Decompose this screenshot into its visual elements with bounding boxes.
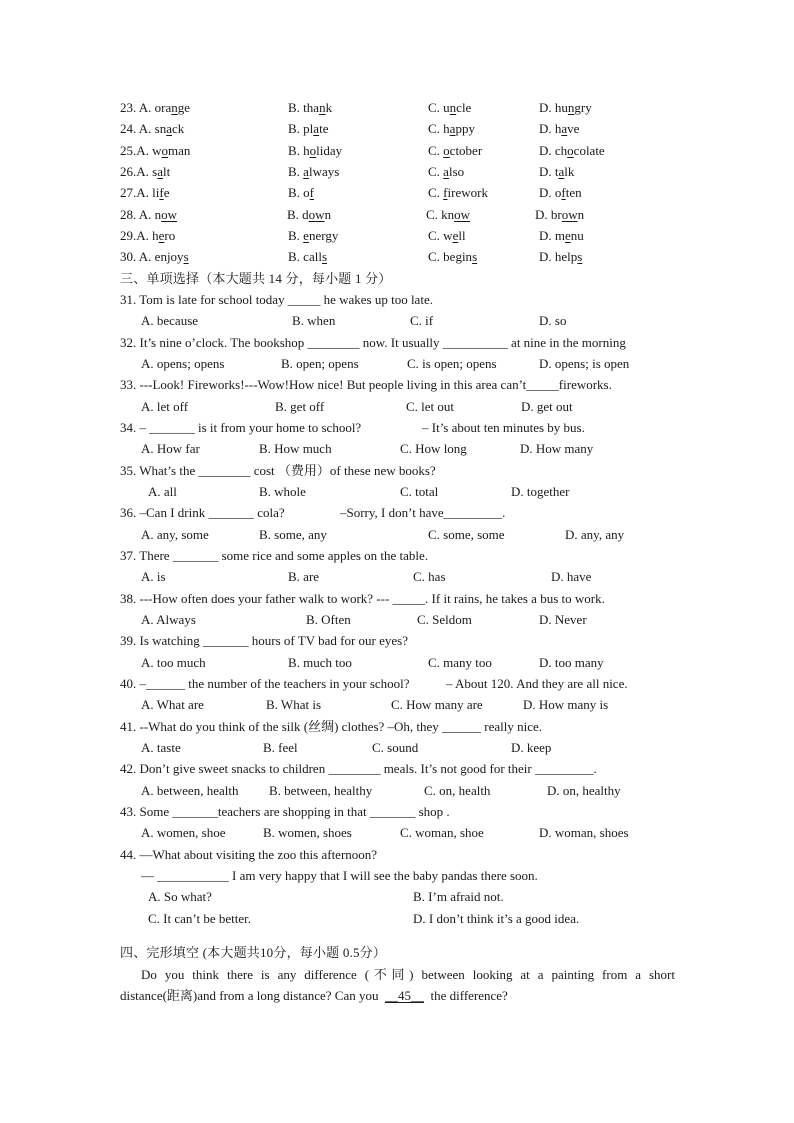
question-options	[0, 889, 794, 905]
option	[428, 164, 464, 180]
phonics-row	[0, 228, 794, 244]
question-stem	[0, 505, 794, 521]
passage-line	[0, 967, 794, 983]
option-d: D. have	[551, 569, 592, 584]
option	[535, 207, 584, 223]
question-stem	[0, 292, 794, 308]
option	[428, 121, 475, 137]
question-stem	[0, 719, 794, 735]
option-label: D.	[539, 121, 552, 136]
option-c: C. if	[410, 313, 434, 328]
word-part: lk	[564, 164, 575, 179]
option-b: B. get off	[275, 399, 325, 414]
option	[120, 207, 177, 223]
option-a: A. Always	[141, 612, 196, 627]
underlined-letters: a	[157, 164, 163, 179]
question-stem	[0, 420, 794, 436]
passage-line-2	[120, 988, 508, 1004]
word-part: gry	[574, 100, 592, 115]
word-part: h	[152, 228, 159, 243]
option-a: A. any, some	[141, 527, 209, 542]
option-a: A. is	[141, 569, 166, 584]
option-c: C. It can’t be better.	[148, 911, 252, 926]
option-label: D.	[539, 100, 552, 115]
word-part: s	[152, 164, 158, 179]
option-label: B.	[288, 249, 300, 264]
word-part: m	[554, 228, 566, 243]
option	[288, 164, 339, 180]
option-label: D.	[539, 143, 552, 158]
option-label: 25.A.	[120, 143, 149, 158]
option-c: C. many too	[428, 655, 492, 670]
option	[428, 228, 466, 244]
question-text: 43. Some _______teachers are shopping in that _______ shop .	[120, 804, 450, 819]
option-a: A. What are	[141, 697, 204, 712]
question-options	[0, 484, 794, 500]
option-label: C.	[428, 121, 440, 136]
question-options	[0, 527, 794, 543]
word-part: lso	[448, 164, 465, 179]
option-a: A. opens; opens	[141, 356, 225, 371]
phonics-row	[0, 207, 794, 223]
option	[428, 100, 471, 116]
option	[428, 143, 482, 159]
underlined-letters: o	[161, 143, 169, 158]
option	[428, 185, 488, 201]
question-options	[0, 911, 794, 927]
passage-text: the difference?	[430, 988, 508, 1003]
phonics-row	[0, 164, 794, 180]
question-stem	[0, 761, 794, 777]
underlined-letters: a	[166, 121, 173, 136]
option	[120, 164, 170, 180]
underlined-letters: s	[321, 249, 327, 264]
option-label: C.	[428, 228, 440, 243]
option	[288, 121, 328, 137]
option	[426, 207, 470, 223]
option	[539, 121, 579, 137]
word-part: kn	[441, 207, 455, 222]
option-b: B. I’m afraid not.	[413, 889, 504, 904]
option-label: B.	[288, 100, 300, 115]
option-a: A. taste	[141, 740, 181, 755]
option	[539, 143, 605, 159]
underlined-letters: n	[449, 100, 457, 115]
word-part: nu	[570, 228, 584, 243]
option	[120, 143, 190, 159]
word-part: e	[163, 185, 170, 200]
word-part: o	[554, 185, 562, 200]
word-part: ppy	[455, 121, 475, 136]
option	[120, 249, 189, 265]
underlined-letters: f	[561, 185, 566, 200]
question-text: 40. –______ the number of the teachers in your school?	[120, 676, 410, 691]
section-3-title: 三、单项选择（本大题共 14 分，每小题 1 分）	[120, 271, 392, 286]
option-d: D. together	[511, 484, 570, 499]
word-part: ge	[177, 100, 191, 115]
option	[288, 185, 314, 201]
option-d: D. Never	[539, 612, 587, 627]
option-label: B.	[288, 185, 300, 200]
underlined-letters: s	[183, 249, 189, 264]
option-b: B. Often	[306, 612, 351, 627]
word-part: man	[168, 143, 191, 158]
option-d: D. so	[539, 313, 567, 328]
word-part: n	[324, 207, 332, 222]
question-options	[0, 825, 794, 841]
option	[288, 249, 327, 265]
option-label: 26.A.	[120, 164, 149, 179]
question-options	[0, 612, 794, 628]
underlined-letters: o	[443, 143, 450, 158]
question-options	[0, 740, 794, 756]
underlined-letters: a	[558, 164, 565, 179]
underlined-letters: ow	[454, 207, 471, 222]
word-part: h	[443, 121, 450, 136]
question-text: 34. – _______ is it from your home to school?	[120, 420, 362, 435]
word-part: tha	[303, 100, 320, 115]
question-stem	[0, 633, 794, 649]
option-label: 29.A.	[120, 228, 149, 243]
option-a: A. So what?	[148, 889, 212, 904]
option-d: D. opens; is open	[539, 356, 630, 371]
question-stem	[0, 676, 794, 692]
underlined-letters: o	[309, 143, 317, 158]
question-options	[0, 783, 794, 799]
option	[539, 228, 584, 244]
word-part: te	[319, 121, 329, 136]
underlined-letters: a	[449, 121, 456, 136]
option-c: C. on, health	[424, 783, 491, 798]
word-part: ve	[567, 121, 580, 136]
underlined-letters: ow	[308, 207, 325, 222]
word-part: hu	[554, 100, 568, 115]
word-part: irework	[447, 185, 488, 200]
option-label: C.	[428, 100, 440, 115]
word-part: br	[550, 207, 562, 222]
phonics-row	[0, 143, 794, 159]
word-part: enjoy	[154, 249, 184, 264]
option-d: D. get out	[521, 399, 573, 414]
option	[539, 249, 582, 265]
word-part: n	[577, 207, 585, 222]
option-b: B. feel	[263, 740, 298, 755]
word-part: h	[303, 143, 310, 158]
option-label: 27.A.	[120, 185, 149, 200]
option-d: D. on, healthy	[547, 783, 621, 798]
option-c: C. has	[413, 569, 446, 584]
question-text: 44. —What about visiting the zoo this afternoon?	[120, 847, 378, 862]
option-b: B. What is	[266, 697, 322, 712]
option-a: A. let off	[141, 399, 189, 414]
underlined-letters: f	[443, 185, 448, 200]
option-label: C.	[428, 164, 440, 179]
underlined-letters: o	[567, 143, 574, 158]
option-a: A. How far	[141, 441, 200, 456]
option	[539, 100, 592, 116]
option-d: D. I don’t think it’s a good idea.	[413, 911, 580, 926]
question-stem	[0, 804, 794, 820]
option-a: A. between, health	[141, 783, 239, 798]
word-part: begin	[443, 249, 473, 264]
word-part: ll	[458, 228, 466, 243]
underlined-letters: e	[452, 228, 459, 243]
option-b: B. when	[292, 313, 336, 328]
word-part: ctober	[449, 143, 483, 158]
question-options	[0, 399, 794, 415]
option-a: A. women, shoe	[141, 825, 226, 840]
underlined-letters: a	[313, 121, 320, 136]
question-stem	[0, 463, 794, 479]
question-options	[0, 697, 794, 713]
option	[288, 143, 342, 159]
option-b: B. open; opens	[281, 356, 359, 371]
word-part: ck	[172, 121, 185, 136]
question-text: 42. Don’t give sweet snacks to children ________ meals. It’s not good for their _________.	[120, 761, 597, 776]
question-options	[0, 441, 794, 457]
question-text: 32. It’s nine o’clock. The bookshop ________ now. It usually __________ at nine in the morning	[120, 335, 626, 350]
option-d: D. How many is	[523, 697, 609, 712]
option	[428, 249, 477, 265]
option-c: C. is open; opens	[407, 356, 497, 371]
question-options	[0, 356, 794, 372]
option	[120, 228, 175, 244]
word-part: pl	[303, 121, 314, 136]
underlined-letters: f	[159, 185, 164, 200]
option-c: C. total	[400, 484, 439, 499]
option-c: C. How many are	[391, 697, 483, 712]
question-text: 33. ---Look! Fireworks!---Wow!How nice! But people living in this area can’t_____fireworks.	[120, 377, 612, 392]
underlined-letters: ow	[561, 207, 578, 222]
option	[287, 207, 331, 223]
section-4-title: 四、完形填空 (本大题共10分，每小题 0.5分）	[120, 945, 387, 960]
section-heading	[0, 271, 794, 287]
question-options	[0, 655, 794, 671]
option-b: B. whole	[259, 484, 306, 499]
option-c: C. let out	[406, 399, 455, 414]
option	[120, 185, 170, 201]
question-stem	[0, 377, 794, 393]
word-part: cle	[456, 100, 472, 115]
option-label: C.	[428, 249, 440, 264]
word-part: o	[303, 185, 310, 200]
option-c: C. some, some	[428, 527, 505, 542]
option-label: D.	[539, 228, 552, 243]
option-c: C. Seldom	[417, 612, 472, 627]
word-part: d	[302, 207, 309, 222]
underlined-letters: a	[443, 164, 449, 179]
phonics-row	[0, 185, 794, 201]
option-b: B. much too	[288, 655, 352, 670]
option-c: C. woman, shoe	[400, 825, 484, 840]
question-text: 41. --What do you think of the silk (丝绸) clothes? –Oh, they ______ really nice.	[120, 719, 543, 734]
option-d: D. woman, shoes	[539, 825, 629, 840]
underlined-letters: a	[561, 121, 568, 136]
question-reply: — ___________ I am very happy that I will see the baby pandas there soon.	[141, 868, 538, 883]
option-label: B.	[288, 164, 300, 179]
question-stem	[0, 335, 794, 351]
question-options	[0, 313, 794, 329]
word-part: ch	[554, 143, 568, 158]
word-part: w	[443, 228, 453, 243]
passage-line	[0, 988, 794, 1004]
underlined-letters: e	[158, 228, 165, 243]
underlined-letters: e	[303, 228, 309, 243]
option-label: 23. A.	[120, 100, 152, 115]
word-part: h	[554, 121, 562, 136]
passage-text: distance(距离)and from a long distance? Can you	[120, 988, 379, 1003]
option-label: D.	[539, 249, 552, 264]
underlined-letters: n	[319, 100, 326, 115]
option-label: C.	[428, 143, 440, 158]
option-c: C. How long	[400, 441, 467, 456]
word-part: t	[554, 164, 559, 179]
question-options	[0, 569, 794, 585]
blank-45: __45__	[384, 988, 424, 1003]
question-text: 39. Is watching _______ hours of TV bad for our eyes?	[120, 633, 408, 648]
option	[539, 185, 582, 201]
underlined-letters: n	[171, 100, 178, 115]
word-part: help	[554, 249, 578, 264]
word-part: ro	[164, 228, 176, 243]
word-part: ten	[565, 185, 582, 200]
section-heading	[0, 945, 794, 961]
option	[120, 100, 190, 116]
underlined-letters: a	[303, 164, 309, 179]
question-text: 35. What’s the ________ cost （费用）of these new books?	[120, 463, 436, 478]
question-stem	[0, 591, 794, 607]
option-c: C. sound	[372, 740, 419, 755]
option-label: B.	[288, 228, 300, 243]
word-part: w	[152, 143, 162, 158]
option-label: B.	[288, 121, 300, 136]
word-part: nergy	[308, 228, 339, 243]
word-part: ora	[154, 100, 172, 115]
word-part: liday	[316, 143, 343, 158]
word-part: sn	[154, 121, 167, 136]
option-a: A. all	[148, 484, 177, 499]
option-label: D.	[535, 207, 548, 222]
phonics-row	[0, 249, 794, 265]
option-label: 24. A.	[120, 121, 152, 136]
option-label: B.	[287, 207, 299, 222]
option-a: A. too much	[141, 655, 206, 670]
option-label: B.	[288, 143, 300, 158]
option	[288, 228, 338, 244]
option-label: 30. A.	[120, 249, 152, 264]
word-part: call	[303, 249, 322, 264]
option-label: D.	[539, 164, 552, 179]
word-part: lt	[162, 164, 171, 179]
option-b: B. are	[288, 569, 320, 584]
word-part: lways	[308, 164, 340, 179]
option-label: C.	[426, 207, 438, 222]
word-part: u	[443, 100, 450, 115]
word-part: n	[154, 207, 162, 222]
option	[539, 164, 574, 180]
option-b: B. between, healthy	[269, 783, 373, 798]
option-a: A. because	[141, 313, 199, 328]
question-text: 31. Tom is late for school today _____ he wakes up too late.	[120, 292, 433, 307]
option-d: D. How many	[520, 441, 594, 456]
phonics-row	[0, 100, 794, 116]
underlined-letters: s	[472, 249, 478, 264]
underlined-letters: s	[577, 249, 583, 264]
option-d: D. too many	[539, 655, 604, 670]
option-b: B. How much	[259, 441, 332, 456]
underlined-letters: e	[565, 228, 571, 243]
question-stem	[0, 847, 794, 863]
phonics-row	[0, 121, 794, 137]
underlined-letters: f	[309, 185, 315, 200]
option-label: 28. A.	[120, 207, 152, 222]
option-d: D. any, any	[565, 527, 625, 542]
option-b: B. some, any	[259, 527, 327, 542]
passage-text: Do you think there is any difference (不同) between looking at a painting from a short	[141, 967, 675, 982]
option	[120, 121, 184, 137]
option-b: B. women, shoes	[263, 825, 352, 840]
option-label: C.	[428, 185, 440, 200]
underlined-letters: n	[567, 100, 575, 115]
question-text: 36. –Can I drink _______ cola?	[120, 505, 285, 520]
question-reply-line	[0, 868, 794, 884]
question-text: 38. ---How often does your father walk to work? --- _____. If it rains, he takes a bus to work.	[120, 591, 605, 606]
word-part: k	[325, 100, 333, 115]
question-text: 37. There _______ some rice and some apples on the table.	[120, 548, 429, 563]
question-stem	[0, 548, 794, 564]
word-part: li	[152, 185, 160, 200]
question-reply: – About 120. And they are all nice.	[446, 676, 628, 691]
option-d: D. keep	[511, 740, 552, 755]
underlined-letters: ow	[161, 207, 178, 222]
option	[288, 100, 332, 116]
option-label: D.	[539, 185, 552, 200]
question-reply: –Sorry, I don’t have_________.	[340, 505, 506, 520]
word-part: colate	[573, 143, 605, 158]
question-reply: – It’s about ten minutes by bus.	[422, 420, 585, 435]
